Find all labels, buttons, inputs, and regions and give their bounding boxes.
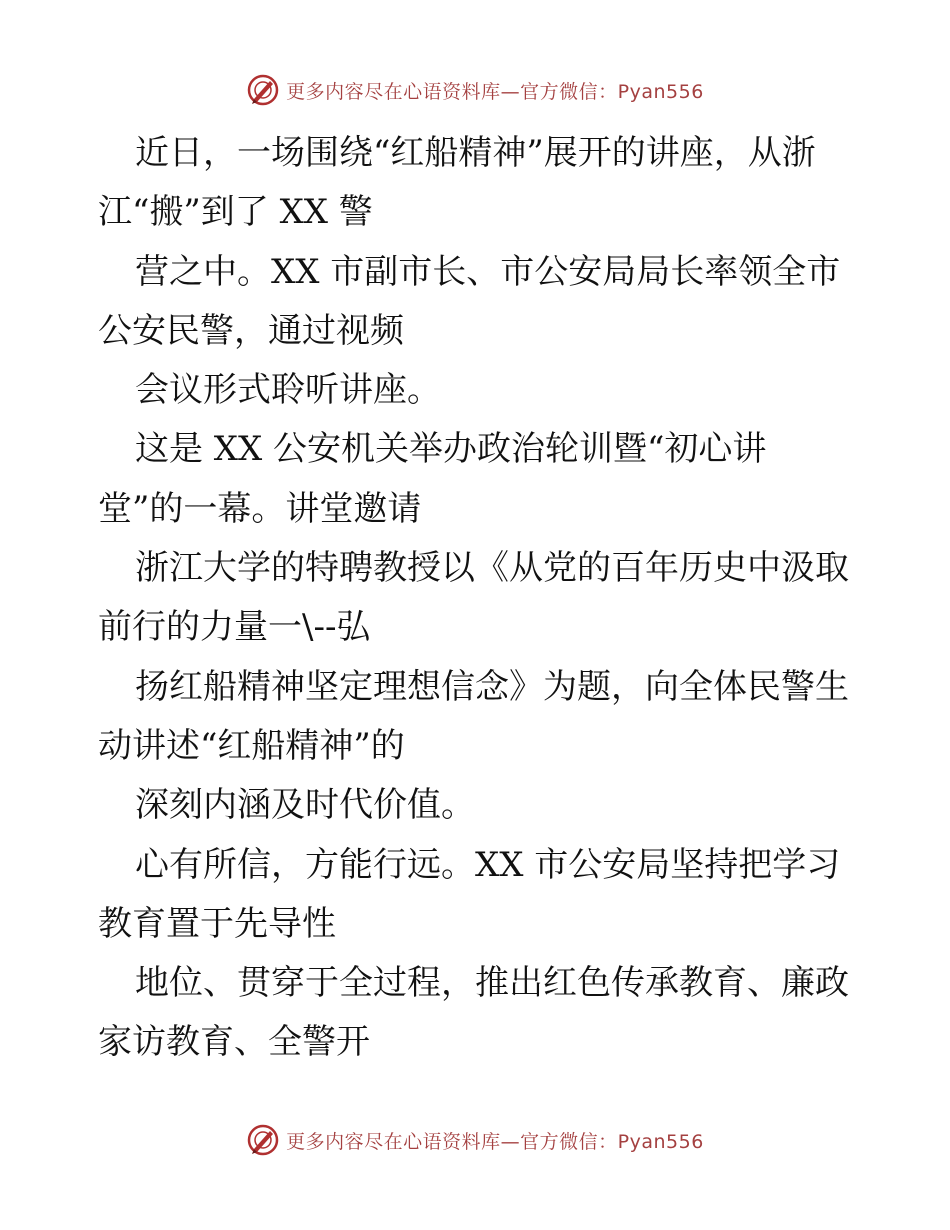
text-line: 公安民警，通过视频 <box>98 310 404 351</box>
text-line: 动讲述“红船精神”的 <box>98 725 405 766</box>
text-line: 心有所信，方能行远。XX 市公安局坚持把学习 <box>135 844 841 885</box>
footer-watermark <box>0 1120 950 1160</box>
document-body <box>98 124 858 1073</box>
pen-logo-icon <box>246 73 280 107</box>
text-line: 地位、贯穿于全过程，推出红色传承教育、廉政 <box>135 963 849 1004</box>
text-line: 扬红船精神坚定理想信念》为题，向全体民警生 <box>135 666 849 707</box>
text-line: 营之中。XX 市副市长、市公安局局长率领全市 <box>135 251 841 292</box>
header-watermark <box>0 70 950 110</box>
text-line: 教育置于先导性 <box>98 903 336 944</box>
text-line: 江“搬”到了 XX 警 <box>98 192 373 233</box>
text-line: 前行的力量一\--弘 <box>98 607 371 648</box>
text-line: 浙江大学的特聘教授以《从党的百年历史中汲取 <box>135 548 849 589</box>
text-line: 家访教育、全警开 <box>98 1022 370 1063</box>
text-line: 深刻内涵及时代价值。 <box>135 785 475 826</box>
text-line: 堂”的一幕。讲堂邀请 <box>98 488 422 529</box>
text-line: 近日，一场围绕“红船精神”展开的讲座，从浙 <box>135 133 816 173</box>
text-line: 这是 XX 公安机关举办政治轮训暨“初心讲 <box>135 429 767 470</box>
pen-logo-icon <box>246 1123 280 1157</box>
text-line: 会议形式聆听讲座。 <box>135 370 441 411</box>
watermark-text: 更多内容尽在心语资料库—官方微信：Pyan556 <box>286 80 704 103</box>
watermark-text: 更多内容尽在心语资料库—官方微信：Pyan556 <box>286 1130 704 1153</box>
